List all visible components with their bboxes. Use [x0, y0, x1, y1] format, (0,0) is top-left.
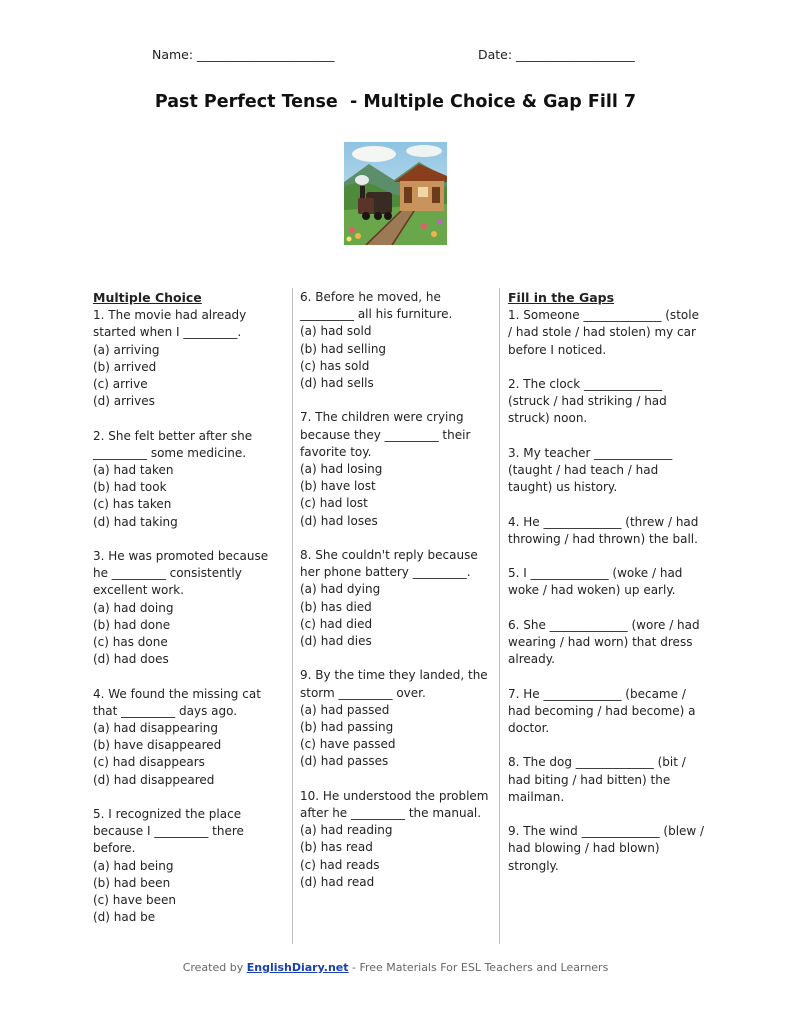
answer-option: (c) had reads	[300, 857, 380, 872]
gap-fill-item: 8. The dog _____________ (bit / had biting / had bitten) the mailman.	[508, 755, 686, 804]
question-item	[300, 409, 492, 529]
answer-option: (a) had sold	[300, 324, 372, 339]
question-text: 6. Before he moved, he _________ all his furniture.	[300, 290, 453, 322]
multiple-choice-heading: Multiple Choice	[93, 290, 202, 305]
footer-credit	[0, 961, 791, 974]
answer-option: (c) had disappears	[93, 755, 205, 770]
answer-option: (d) had passes	[300, 754, 389, 769]
answer-option: (c) has taken	[93, 497, 172, 512]
question-text: 7. The children were crying because they _________ their favorite toy.	[300, 410, 471, 459]
answer-option: (a) had reading	[300, 823, 393, 838]
gap-fill-item: 4. He _____________ (threw / had throwing / had thrown) the ball.	[508, 514, 699, 546]
question-item	[300, 788, 492, 891]
answer-option: (b) arrived	[93, 359, 157, 374]
answer-option: (c) have been	[93, 893, 177, 908]
date-field-label: Date: ___________________	[478, 47, 635, 62]
answer-option: (a) had losing	[300, 462, 383, 477]
answer-option: (c) had died	[300, 616, 373, 631]
answer-option: (a) had passed	[300, 702, 390, 717]
footer-prefix: Created by	[182, 961, 247, 974]
answer-option: (d) had taking	[93, 514, 178, 529]
multiple-choice-column-2	[300, 289, 492, 908]
question-text: 9. By the time they landed, the storm _________ over.	[300, 668, 488, 700]
gap-fill-item: 3. My teacher _____________ (taught / had teach / had taught) us history.	[508, 445, 673, 495]
answer-option: (b) had selling	[300, 341, 387, 356]
question-item	[93, 686, 285, 789]
question-text: 4. We found the missing cat that _________ days ago.	[93, 686, 261, 718]
answer-option: (c) have passed	[300, 737, 396, 752]
column-divider	[499, 288, 500, 944]
question-text: 1. The movie had already started when I _________.	[93, 308, 247, 340]
answer-option: (b) had done	[93, 617, 171, 632]
answer-option: (b) had took	[93, 480, 167, 495]
question-text: 8. She couldn't reply because her phone battery _________.	[300, 548, 478, 580]
answer-option: (d) had sells	[300, 376, 374, 391]
train-station-illustration	[344, 142, 447, 245]
gap-fill-heading: Fill in the Gaps	[508, 290, 615, 305]
answer-option: (a) had disappearing	[93, 721, 218, 736]
gap-fill-item: 9. The wind _____________ (blew / had blowing / had blown) strongly.	[508, 824, 705, 873]
question-text: 3. He was promoted because he _________ consistently excellent work.	[93, 549, 269, 598]
gap-fill-column	[508, 289, 706, 892]
answer-option: (c) has done	[93, 635, 168, 650]
answer-option: (c) had lost	[300, 496, 368, 511]
question-item	[300, 667, 492, 770]
question-text: 5. I recognized the place because I _________ there before.	[93, 807, 244, 856]
gap-fill-item: 2. The clock _____________ (struck / had striking / had struck) noon.	[508, 377, 667, 426]
answer-option: (d) arrives	[93, 394, 155, 409]
gap-fill-item: 1. Someone _____________ (stole / had stole / had stolen) my car before I noticed.	[508, 308, 699, 357]
answer-option: (c) has sold	[300, 358, 370, 373]
question-text: 2. She felt better after she _________ some medicine.	[93, 428, 253, 460]
answer-option: (a) had taken	[93, 463, 174, 478]
footer-suffix: - Free Materials For ESL Teachers and Learners	[348, 961, 609, 974]
answer-option: (b) have disappeared	[93, 738, 222, 753]
answer-option: (d) had disappeared	[93, 772, 215, 787]
answer-option: (d) had loses	[300, 513, 378, 528]
answer-option: (b) has died	[300, 599, 372, 614]
answer-option: (a) arriving	[93, 342, 160, 357]
question-item	[93, 806, 285, 926]
question-text: 10. He understood the problem after he _________ the manual.	[300, 788, 489, 821]
answer-option: (b) has read	[300, 840, 373, 855]
question-item	[93, 548, 285, 668]
answer-option: (d) had be	[93, 910, 156, 925]
question-item	[93, 428, 285, 531]
answer-option: (c) arrive	[93, 377, 148, 392]
worksheet-title: Past Perfect Tense - Multiple Choice & Gap Fill 7	[154, 92, 637, 112]
question-item	[300, 289, 492, 392]
answer-option: (d) had dies	[300, 634, 372, 649]
englishdiary-link[interactable]: EnglishDiary.net	[246, 961, 349, 974]
answer-option: (a) had doing	[93, 600, 174, 615]
column-divider	[292, 288, 293, 944]
answer-option: (b) had passing	[300, 720, 394, 735]
multiple-choice-column-1	[93, 289, 285, 944]
question-item	[93, 307, 285, 410]
gap-fill-item: 5. I _____________ (woke / had woke / had woken) up early.	[508, 566, 683, 598]
answer-option: (d) had does	[93, 652, 169, 667]
question-item	[300, 547, 492, 650]
gap-fill-item: 7. He _____________ (became / had becoming / had become) a doctor.	[508, 686, 696, 735]
answer-option: (d) had read	[300, 874, 375, 889]
answer-option: (b) had been	[93, 875, 171, 890]
answer-option: (b) have lost	[300, 479, 376, 494]
gap-fill-item: 6. She _____________ (wore / had wearing / had worn) that dress already.	[508, 617, 700, 667]
answer-option: (a) had dying	[300, 582, 381, 597]
name-field-label: Name: ______________________	[152, 47, 335, 62]
answer-option: (a) had being	[93, 858, 174, 873]
